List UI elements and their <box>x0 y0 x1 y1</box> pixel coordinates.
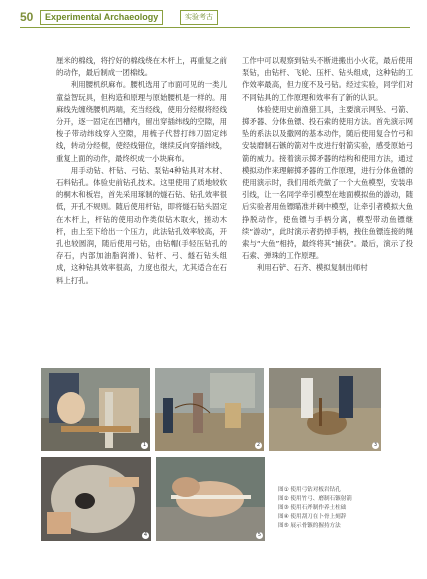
paragraph: 厘米的棉线，将拧好的棉线绕在木杆上，再重复之前的动作，最后制成一团棉线。 <box>56 56 227 78</box>
caption: 图④ 使用刮刀在卜骨上刻辞 <box>278 514 347 520</box>
header-rule <box>20 27 410 28</box>
right-text-column <box>242 55 413 275</box>
photo-archery <box>155 368 264 451</box>
photo-oracle-bone <box>41 457 151 541</box>
page-header <box>20 10 410 26</box>
photo-number: 2 <box>256 442 261 448</box>
caption: 图⑤ 展示骨镞的握持方法 <box>278 523 341 529</box>
photo-bow-drill <box>41 368 150 451</box>
caption: 图③ 使用石斧制作养土柱础 <box>278 505 347 511</box>
paragraph: 用手动钻、杆钻、弓钻、泵钻4种钻具对木材、石料钻孔。体验史前钻孔技术。这里使用了质地较软的桐木和板岩，首先采用琢制的燧石钻、钻孔效率很低，开孔不规则。随后使用杆钻，即将燧石钻头固定在木杆上，杆钻的使用动作类似钻木取火，搓动木杆，由上至下给出一个压力，此法钻孔效率较高，开孔也较圆润，随后使用弓钻，由钻帽(手轻压钻孔的存石，内部加油脂润滑)、钻杆、弓、燧石钻头组成，这种钻具效率很高，力度也很大，尤其适合在石料上打孔。 <box>56 165 227 285</box>
photo-number: 4 <box>143 532 148 538</box>
figure-captions <box>278 486 418 531</box>
caption: 图② 使用竹弓、磨制石镞射箭 <box>278 496 352 502</box>
left-text-column <box>56 55 227 287</box>
section-rubric: Experimental Archaeology <box>40 10 163 25</box>
paragraph: 体验使用史前渔猎工具，主要演示网坠、弓箭、掷矛器、分体鱼镖、投石索的使用方法。首先演示网坠的系法以及撒网的基本动作，随后使用复合竹弓和安装磨制石镞的箭对牛皮进行射箭实验，感受原始弓箭的威力。接着演示掷矛器的结构和使用方法，通过模拟动作来理解掷矛器的工作原理，进行分体鱼镖的使用演示时，我们用纸壳做了一个大鱼模型，安装串引线，让一名同学牵引模型在地面模拟鱼的游动，随后实验者用鱼镖瞄准并刺中模型，让牵引者模拟大鱼挣脱动作，使鱼镖与手柄分离，模型带动鱼镖继续“游动”，此时演示者扔掉手柄，拽住鱼镖连接的绳索与“大鱼”相持，最终将其“捕获”。最后，演示了投石索、弹珠的工作原理。 <box>242 104 413 261</box>
caption: 图① 使用弓钻对板岩钻孔 <box>278 487 341 493</box>
photo-number: 3 <box>373 442 378 448</box>
paragraph: 利用腰机织麻布。腰机选用了市面可见的一类儿童益智玩具，但构造和原理与原始腰机是一样的。用麻线先缠绕腰机两端，充当经线，使用分经棍将经线分开，逐一固定在凹槽内，留出穿插纬线的空隙，用梭子带动纬线穿入空隙，用梳子代替打纬刀固定纬线，转动分经棍，使经线错位，继续反向穿插纬线，重复上面的动作，最终织成一小块麻布。 <box>56 80 227 163</box>
photo-number: 1 <box>142 442 147 448</box>
photo-number: 5 <box>257 532 262 538</box>
photo-bone-arrowhead <box>156 457 265 541</box>
page-number: 50 <box>20 10 34 24</box>
photo-stone-axe <box>269 368 381 451</box>
paragraph: 利用石铲、石齐、模拟复制出师村 <box>256 263 368 273</box>
paragraph: 工作中可以观察到钻头不断进搬出小火花，最后使用泵钻，由钻杆、飞轮、压杆、钻头组成，这种钻的工作效率最高，但力度不及弓钻。经过实验，同学们对不同钻具的工作原理和效率有了新的认识。 <box>242 56 413 102</box>
section-rubric-cn: 实验考古 <box>180 10 218 25</box>
